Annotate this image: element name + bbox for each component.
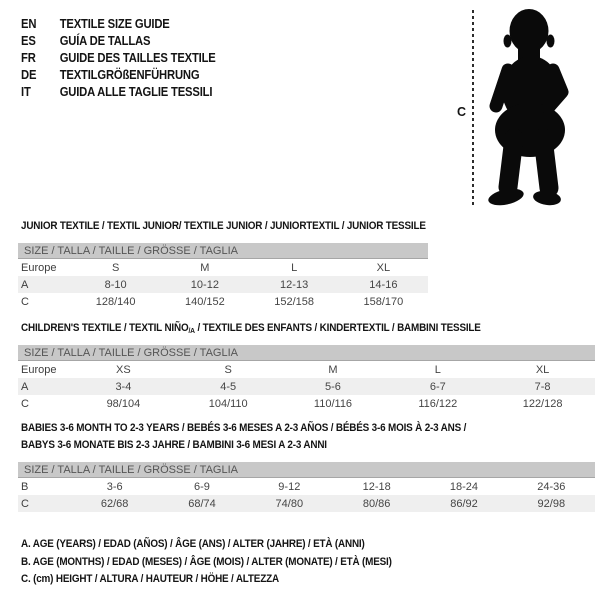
lang-title: TEXTILGRÖßENFÜHRUNG bbox=[59, 68, 200, 82]
table-cell: 24-36 bbox=[537, 480, 566, 493]
table-cell: 92/98 bbox=[537, 497, 566, 510]
table-row-age bbox=[18, 276, 428, 293]
table-cell: 14-16 bbox=[369, 278, 398, 291]
height-measure-label: C bbox=[457, 105, 467, 119]
legend-footnotes bbox=[21, 536, 433, 589]
row-label: A bbox=[21, 278, 29, 291]
table-cell: 80/86 bbox=[362, 497, 391, 510]
table-cell: L bbox=[291, 261, 298, 274]
table-cell: S bbox=[224, 363, 232, 376]
table-cell: 3-6 bbox=[106, 480, 123, 493]
lang-title: TEXTILE SIZE GUIDE bbox=[59, 17, 170, 31]
table-cell: 5-6 bbox=[325, 380, 341, 393]
table-cell: 10-12 bbox=[190, 278, 219, 291]
table-cell: 140/152 bbox=[184, 295, 225, 308]
lang-row-de bbox=[21, 67, 237, 84]
subscript-text: /A bbox=[188, 326, 195, 335]
table-cell: 122/128 bbox=[522, 397, 563, 410]
lang-code: ES bbox=[21, 34, 36, 48]
table-cell: 110/116 bbox=[313, 397, 353, 410]
table-cell: S bbox=[111, 261, 120, 274]
footnote-a: A. AGE (YEARS) / EDAD (AÑOS) / ÂGE (ANS) / ALTER (JAHRE) / ETÀ (ANNI) bbox=[21, 538, 365, 550]
table-row-age bbox=[18, 378, 595, 395]
baby-silhouette-icon bbox=[481, 8, 576, 208]
table-cell: 86/92 bbox=[450, 497, 478, 510]
junior-table-title: JUNIOR TEXTILE / TEXTIL JUNIOR/ TEXTILE JUNIOR / JUNIORTEXTIL / JUNIOR TESSILE bbox=[21, 220, 426, 232]
size-header-label: SIZE / TALLA / TAILLE / GRÖSSE / TAGLIA bbox=[24, 244, 238, 257]
table-cell: L bbox=[434, 363, 441, 376]
height-measure-dashed-line bbox=[472, 10, 474, 206]
table-row-europe bbox=[18, 361, 595, 378]
row-label: B bbox=[21, 480, 29, 493]
table-cell: 6-7 bbox=[429, 380, 446, 393]
childrens-size-table bbox=[18, 345, 595, 412]
lang-code: DE bbox=[21, 68, 37, 82]
row-label: C bbox=[21, 397, 29, 410]
size-header-bar bbox=[18, 462, 595, 478]
table-row-height bbox=[18, 395, 595, 412]
row-label: A bbox=[21, 380, 29, 393]
size-header-label: SIZE / TALLA / TAILLE / GRÖSSE / TAGLIA bbox=[24, 346, 238, 359]
table-cell: 7-8 bbox=[534, 380, 551, 393]
table-cell: 128/140 bbox=[95, 295, 136, 308]
footnote-c: C. (cm) HEIGHT / ALTURA / HAUTEUR / HÖHE / ALTEZZA bbox=[21, 573, 279, 585]
table-cell: 12-13 bbox=[280, 278, 309, 291]
table-cell: 6-9 bbox=[194, 480, 210, 493]
table-cell: 62/68 bbox=[100, 497, 129, 510]
row-label: Europe bbox=[21, 261, 57, 274]
table-cell: 9-12 bbox=[278, 480, 301, 493]
lang-title: GUIDE DES TAILLES TEXTILE bbox=[59, 51, 216, 65]
lang-code: EN bbox=[21, 17, 37, 31]
table-cell: 152/158 bbox=[274, 295, 314, 308]
table-cell: 12-18 bbox=[362, 480, 391, 493]
size-header-bar bbox=[18, 345, 595, 361]
table-row-height bbox=[18, 495, 595, 512]
table-cell: XL bbox=[376, 261, 391, 274]
table-row-height bbox=[18, 293, 428, 310]
lang-row-es bbox=[21, 33, 237, 50]
childrens-table-title: CHILDREN'S TEXTILE / TEXTIL $NIÑO_{/A}$ / TEXTILE DES ENFANTS / KINDERTEXTIL / BAMBINI TESSILE bbox=[21, 322, 481, 335]
table-cell: 74/80 bbox=[275, 497, 304, 510]
table-cell: 98/104 bbox=[106, 397, 141, 410]
table-cell: XL bbox=[535, 363, 550, 376]
table-cell: 18-24 bbox=[449, 480, 479, 493]
lang-row-en bbox=[21, 16, 237, 33]
language-header bbox=[21, 16, 237, 101]
row-label: C bbox=[21, 497, 29, 510]
babies-table-title: BABIES 3-6 MONTH TO 2-3 YEARS / BEBÉS 3-6 MESES A 2-3 AÑOS / BÉBÉS 3-6 MOIS À 2-3 ANS / BABYS 3-6 MONATE BIS 2-3 JAHRE / BAMBINI 3-6 MESI A 2-3 ANNI bbox=[21, 422, 467, 451]
lang-row-fr bbox=[21, 50, 237, 67]
footnote-b: B. AGE (MONTHS) / EDAD (MESES) / ÂGE (MOIS) / ALTER (MONATE) / ETÀ (MESI) bbox=[21, 555, 392, 568]
table-cell: 116/122 bbox=[418, 397, 458, 410]
table-cell: 104/110 bbox=[208, 397, 248, 410]
table-cell: 158/170 bbox=[363, 295, 404, 308]
table-cell: 3-4 bbox=[115, 380, 132, 393]
size-header-label: SIZE / TALLA / TAILLE / GRÖSSE / TAGLIA bbox=[24, 463, 238, 476]
table-cell: M bbox=[328, 363, 338, 376]
lang-title: GUÍA DE TALLAS bbox=[59, 34, 151, 48]
table-cell: 4-5 bbox=[220, 380, 237, 393]
row-label: C bbox=[21, 295, 29, 308]
lang-row-it bbox=[21, 84, 237, 101]
junior-size-table bbox=[18, 243, 428, 310]
table-cell: M bbox=[200, 261, 210, 274]
row-label: Europe bbox=[21, 363, 57, 376]
lang-title: GUIDA ALLE TAGLIE TESSILI bbox=[59, 85, 213, 99]
table-cell: 68/74 bbox=[188, 497, 216, 510]
table-row-months bbox=[18, 478, 595, 495]
table-cell: 8-10 bbox=[104, 278, 127, 291]
table-cell: XS bbox=[116, 363, 131, 376]
size-header-bar bbox=[18, 243, 428, 259]
babies-size-table bbox=[18, 462, 595, 512]
lang-code: FR bbox=[21, 51, 36, 65]
lang-code: IT bbox=[21, 85, 31, 99]
table-row-europe bbox=[18, 259, 428, 276]
